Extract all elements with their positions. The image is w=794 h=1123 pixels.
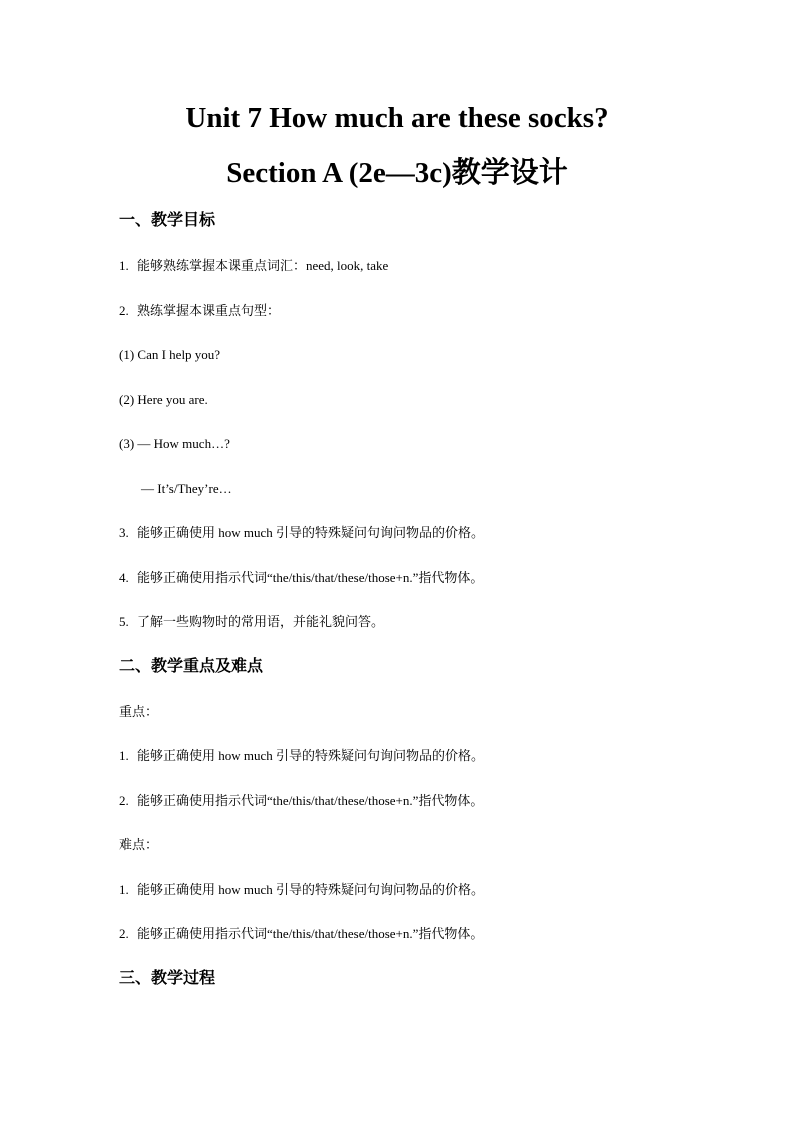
list-item-number: 1. — [119, 882, 129, 897]
list-item-text: 能够熟练掌握本课重点词汇：need, look, take — [137, 258, 389, 273]
list-item-number: 4. — [119, 570, 129, 585]
sentence-pattern: (3) — How much…? — [119, 436, 230, 451]
list-item-number: 3. — [119, 525, 129, 540]
key-points-label: 重点： — [119, 704, 159, 719]
list-item-number: 2. — [119, 303, 129, 318]
list-item-number: 1. — [119, 748, 129, 763]
list-item-text: 能够正确使用指示代词“the/this/that/these/those+n.”指代物体。 — [137, 793, 484, 808]
list-item-number: 5. — [119, 614, 129, 629]
list-item — [119, 792, 483, 810]
list-item-number: 2. — [119, 926, 129, 941]
list-item — [119, 925, 483, 943]
list-item-number: 2. — [119, 793, 129, 808]
list-item-number: 1. — [119, 258, 129, 273]
list-item — [119, 302, 280, 320]
sentence-pattern-answer: — It’s/They’re… — [141, 481, 232, 496]
list-item-text: 能够正确使用 how much 引导的特殊疑问句询问物品的价格。 — [137, 748, 485, 763]
section-heading-objectives: 一、教学目标 — [119, 212, 216, 229]
list-item — [119, 613, 384, 631]
section-heading-process: 三、教学过程 — [119, 970, 216, 987]
list-item-text: 熟练掌握本课重点句型： — [137, 303, 281, 318]
list-item — [119, 747, 484, 765]
list-item-text: 能够正确使用指示代词“the/this/that/these/those+n.”指代物体。 — [137, 926, 484, 941]
list-item-text: 能够正确使用 how much 引导的特殊疑问句询问物品的价格。 — [137, 525, 485, 540]
list-item-text: 能够正确使用 how much 引导的特殊疑问句询问物品的价格。 — [137, 882, 485, 897]
list-item — [119, 881, 484, 899]
list-item-text: 能够正确使用指示代词“the/this/that/these/those+n.”指代物体。 — [137, 570, 484, 585]
list-item — [119, 524, 484, 542]
section-heading-key-points: 二、教学重点及难点 — [119, 658, 264, 675]
difficult-points-label: 难点： — [119, 837, 159, 852]
sentence-pattern: (1) Can I help you? — [119, 347, 221, 362]
list-item-text: 了解一些购物时的常用语，并能礼貌问答。 — [137, 614, 385, 629]
list-item — [119, 569, 483, 587]
document-title: Unit 7 How much are these socks? — [185, 102, 609, 134]
sentence-pattern: (2) Here you are. — [119, 392, 208, 407]
list-item — [119, 257, 388, 275]
document-subtitle: Section A (2e—3c)教学设计 — [226, 157, 568, 189]
